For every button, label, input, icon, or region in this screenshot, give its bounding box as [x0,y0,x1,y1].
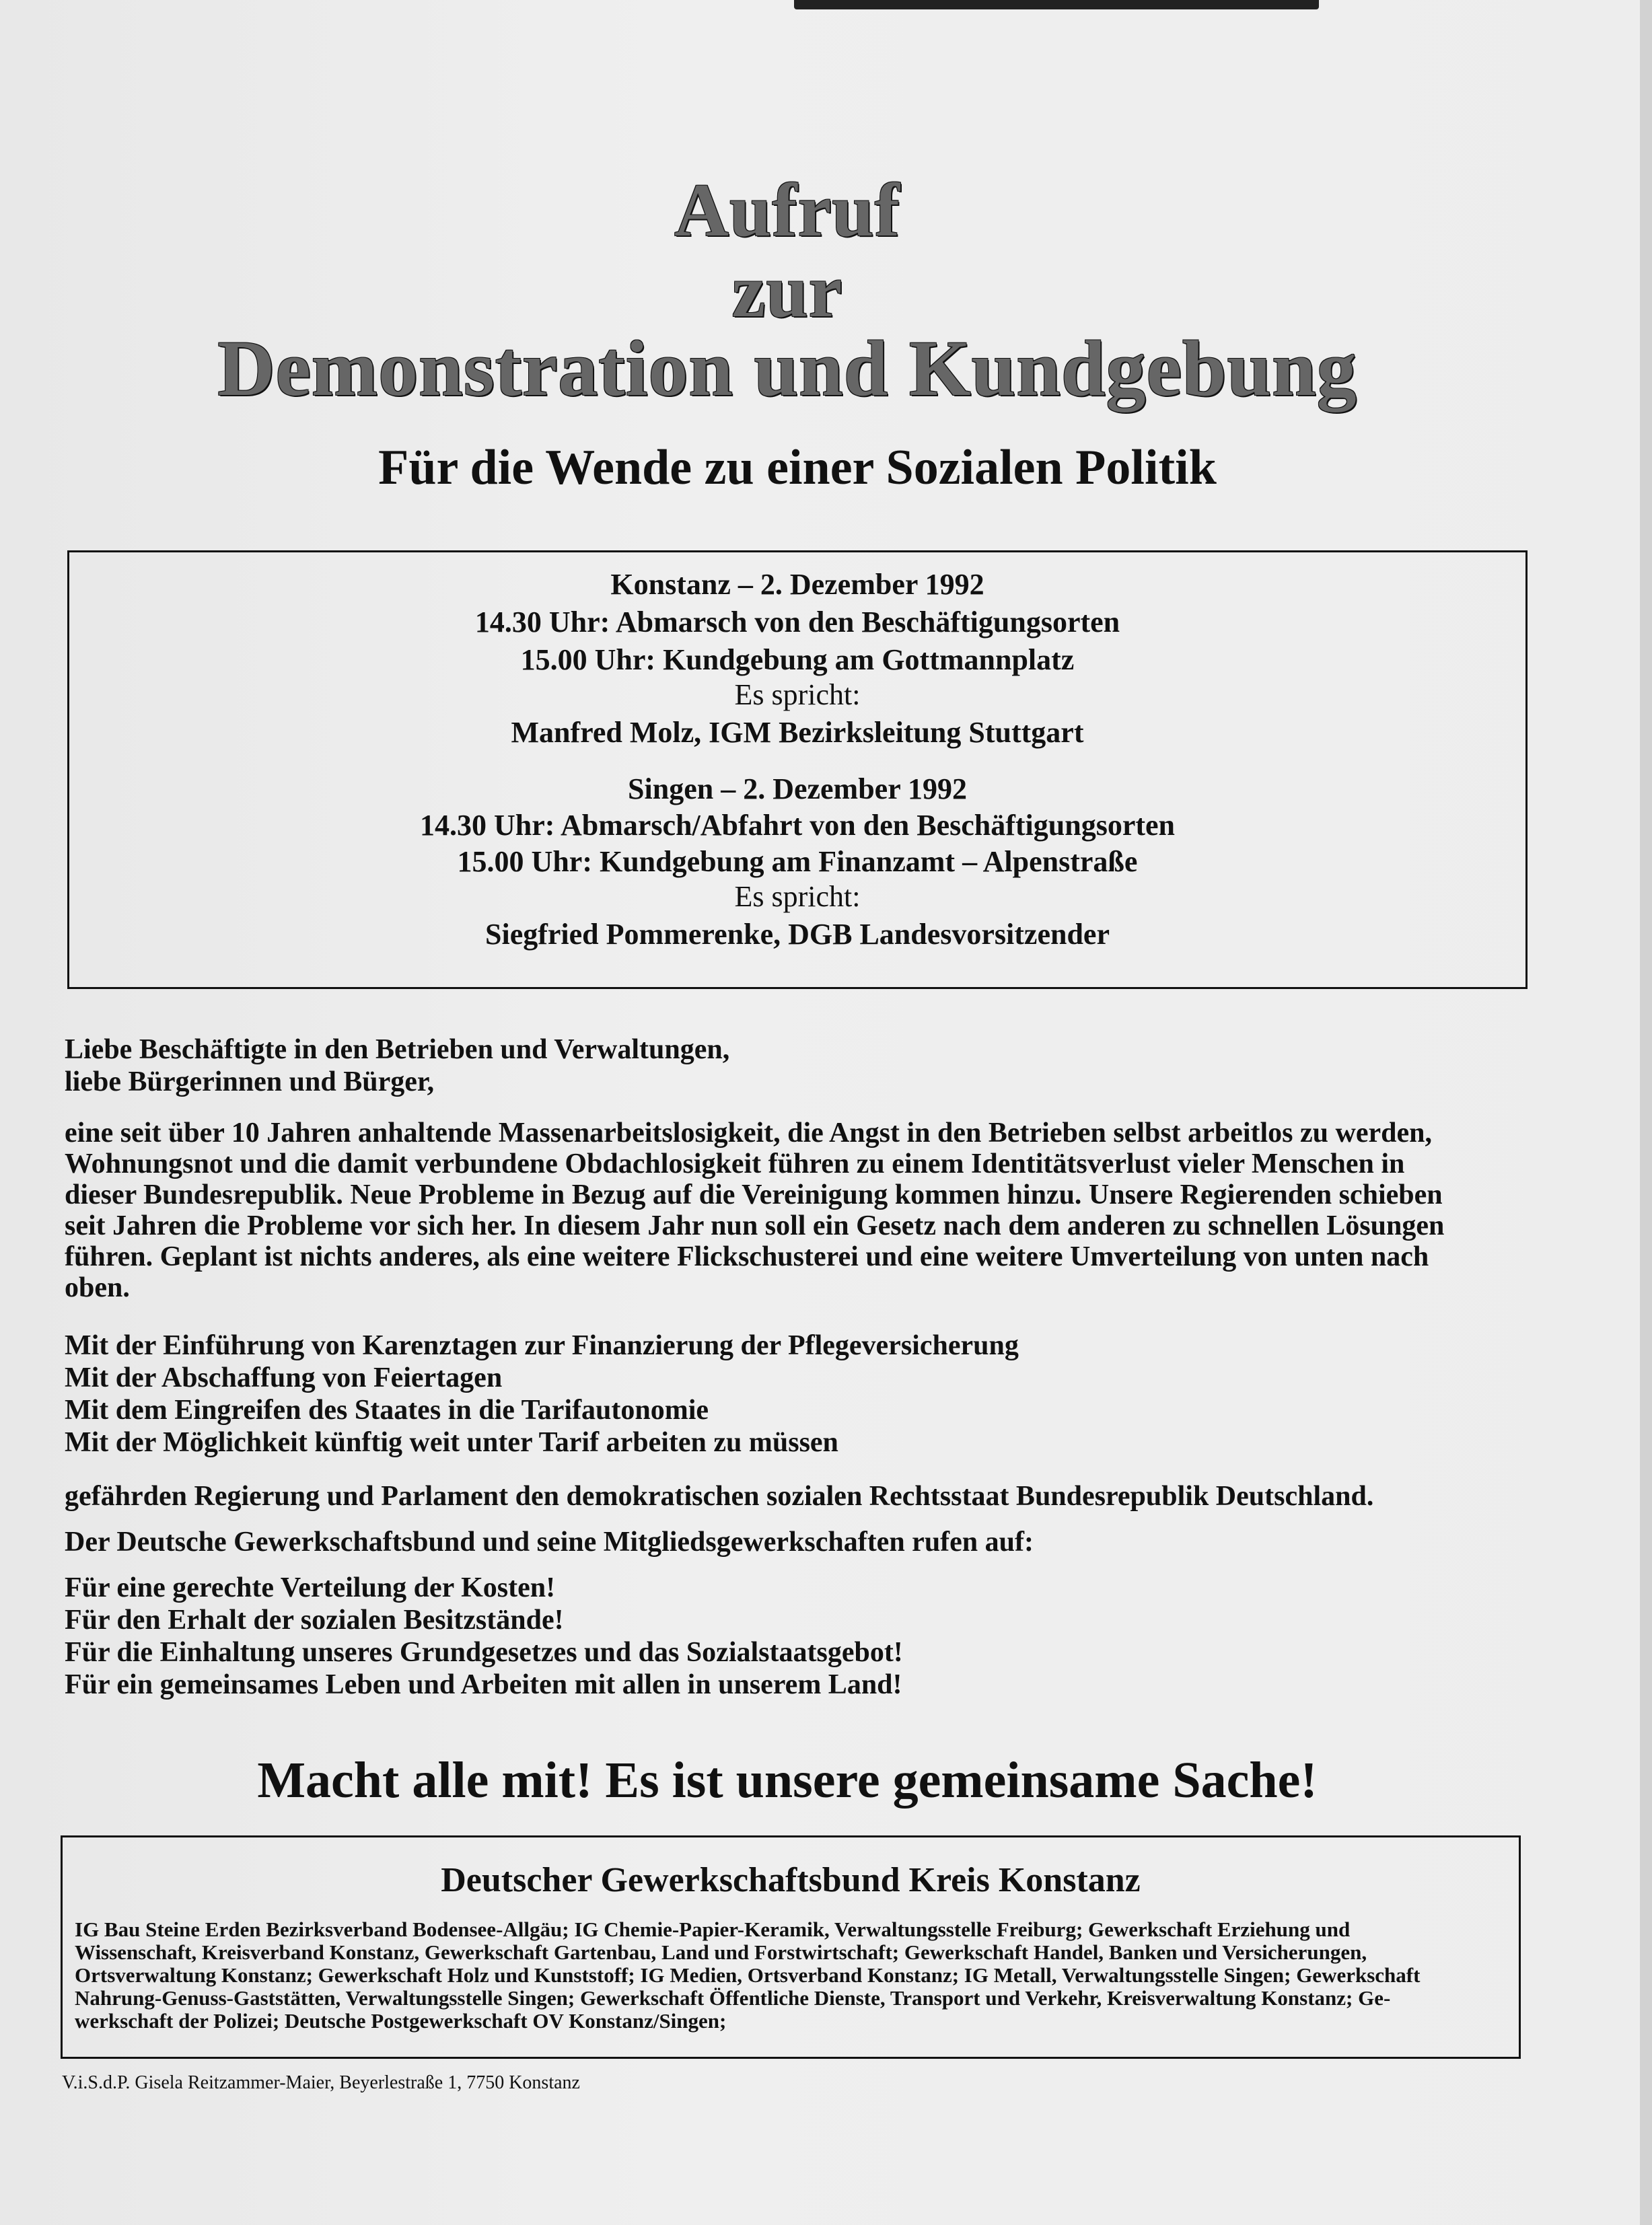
konstanz-speaker-label: Es spricht: [734,678,861,711]
konstanz-rally-time: 15.00 Uhr: Kundgebung am Gottmannplatz [520,643,1075,676]
measure-item: Mit der Möglichkeit künftig weit unter Tarif arbeiten zu müssen [65,1427,838,1458]
subtitle: Für die Wende zu einer Sozialen Politik [378,440,1217,495]
paragraph-line: eine seit über 10 Jahren anhaltende Massenarbeitslosigkeit, die Angst in den Betrieben selbst arbeitlos zu werden, [65,1118,1432,1148]
singen-speaker: Siegfried Pommerenke, DGB Landesvorsitzender [485,918,1110,951]
paragraph-line: führen. Geplant ist nichts anderes, als eine weitere Flickschusterei und eine weitere Umverteilung von unten nach [65,1241,1429,1272]
call-statement: Der Deutsche Gewerkschaftsbund und seine Mitgliedsgewerkschaften rufen auf: [65,1527,1034,1558]
salutation-line-1: Liebe Beschäftigte in den Betrieben und Verwaltungen, [65,1034,730,1065]
demand-item: Für eine gerechte Verteilung der Kosten! [65,1572,556,1603]
singen-march-time: 14.30 Uhr: Abmarsch/Abfahrt von den Beschäftigungsorten [419,809,1176,842]
paragraph-line: Wohnungsnot und die damit verbundene Obdachlosigkeit führen zu einem Identitätsverlust vieler Menschen in [65,1148,1405,1179]
organizer-title: Deutscher Gewerkschaftsbund Kreis Konstanz [441,1861,1141,1899]
singen-rally-time: 15.00 Uhr: Kundgebung am Finanzamt – Alpenstraße [457,845,1138,878]
imprint: V.i.S.d.P. Gisela Reitzammer-Maier, Beyerlestraße 1, 7750 Konstanz [62,2072,580,2093]
right-paper-edge [1640,0,1652,2225]
danger-statement: gefährden Regierung und Parlament den demokratischen sozialen Rechtsstaat Bundesrepublik Deutschland. [65,1481,1374,1512]
slogan: Macht alle mit! Es ist unsere gemeinsame Sache! [257,1752,1318,1809]
organizer-member-line: Nahrung-Genuss-Gaststätten, Verwaltungsstelle Singen; Gewerkschaft Öffentliche Dienste, Transport und Verkehr, Kreisverwaltung Konstanz; Ge- [75,1986,1391,2010]
organizer-member-line: werkschaft der Polizei; Deutsche Postgewerkschaft OV Konstanz/Singen; [75,2009,727,2033]
measure-item: Mit dem Eingreifen des Staates in die Tarifautonomie [65,1395,709,1426]
measure-item: Mit der Einführung von Karenztagen zur Finanzierung der Pflegeversicherung [65,1330,1019,1361]
organizer-box [61,1835,1521,2059]
organizer-member-line: IG Bau Steine Erden Bezirksverband Bodensee-Allgäu; IG Chemie-Papier-Keramik, Verwaltungsstelle Freiburg; Gewerkschaft Erziehung und [75,1918,1351,1941]
konstanz-heading: Konstanz – 2. Dezember 1992 [610,568,984,601]
konstanz-speaker: Manfred Molz, IGM Bezirksleitung Stuttgart [511,716,1084,749]
salutation-line-2: liebe Bürgerinnen und Bürger, [65,1066,435,1097]
title-line-demonstration: Demonstration und Kundgebung [217,324,1357,412]
paragraph-line: seit Jahren die Probleme vor sich her. In diesem Jahr nun soll ein Gesetz nach dem anderen zu schnellen Lösungen [65,1210,1445,1241]
organizer-member-line: Wissenschaft, Kreisverband Konstanz, Gewerkschaft Gartenbau, Land und Forstwirtschaft; Gewerkschaft Handel, Banken und Versicherungen, [75,1940,1367,1964]
konstanz-march-time: 14.30 Uhr: Abmarsch von den Beschäftigungsorten [474,606,1120,639]
demand-item: Für die Einhaltung unseres Grundgesetzes und das Sozialstaatsgebot! [65,1637,903,1668]
measure-item: Mit der Abschaffung von Feiertagen [65,1362,503,1393]
title-line-zur: zur [731,250,843,333]
singen-heading: Singen – 2. Dezember 1992 [628,772,967,805]
paragraph-line: dieser Bundesrepublik. Neue Probleme in Bezug auf die Vereinigung kommen hinzu. Unsere Regierenden schieben [65,1179,1443,1210]
demand-item: Für ein gemeinsames Leben und Arbeiten mit allen in unserem Land! [65,1669,902,1700]
top-edge-mark [794,0,1319,9]
organizer-member-line: Ortsverwaltung Konstanz; Gewerkschaft Holz und Kunststoff; IG Medien, Ortsverband Konstanz; IG Metall, Verwaltungsstelle Singen; Gewerkschaft [75,1963,1421,1987]
demand-item: Für den Erhalt der sozialen Besitzstände! [65,1605,564,1636]
paragraph-line: oben. [65,1272,130,1303]
event-schedule-box [67,550,1528,989]
title-line-aufruf: Aufruf [674,169,900,252]
singen-speaker-label: Es spricht: [734,880,861,913]
